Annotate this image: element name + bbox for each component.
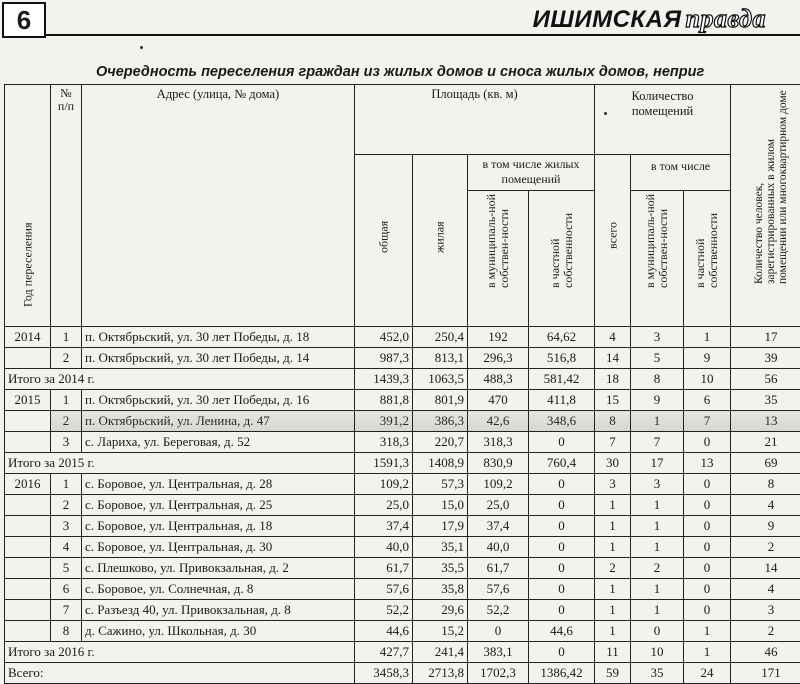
count-all-cell: 11 <box>595 642 631 663</box>
year-cell <box>5 558 51 579</box>
people-cell: 9 <box>731 516 800 537</box>
people-cell: 21 <box>731 432 800 453</box>
address-cell: с. Боровое, ул. Центральная, д. 28 <box>82 474 355 495</box>
count-all-cell: 30 <box>595 453 631 474</box>
people-cell: 2 <box>731 621 800 642</box>
area-living-cell: 15,2 <box>413 621 468 642</box>
area-living-cell: 220,7 <box>413 432 468 453</box>
people-cell: 4 <box>731 579 800 600</box>
table-row <box>5 579 800 600</box>
number-cell: 2 <box>51 495 82 516</box>
area-living-cell: 1408,9 <box>413 453 468 474</box>
col-area-total-header: общая <box>355 155 413 327</box>
area-municipal-cell: 42,6 <box>468 411 529 432</box>
count-private-cell: 0 <box>684 516 731 537</box>
address-cell: с. Боровое, ул. Центральная, д. 25 <box>82 495 355 516</box>
people-cell: 17 <box>731 327 800 348</box>
resettlement-table <box>4 84 800 684</box>
area-municipal-cell: 0 <box>468 621 529 642</box>
table-row <box>5 621 800 642</box>
area-living-cell: 35,8 <box>413 579 468 600</box>
number-cell: 6 <box>51 579 82 600</box>
people-cell: 35 <box>731 390 800 411</box>
area-total-cell: 37,4 <box>355 516 413 537</box>
header-rule <box>46 34 800 36</box>
count-municipal-cell: 17 <box>631 453 684 474</box>
address-cell: д. Сажино, ул. Школьная, д. 30 <box>82 621 355 642</box>
count-municipal-cell: 3 <box>631 327 684 348</box>
people-cell: 13 <box>731 411 800 432</box>
area-total-cell: 25,0 <box>355 495 413 516</box>
area-municipal-cell: 52,2 <box>468 600 529 621</box>
subtotal-label: Всего: <box>5 663 355 684</box>
area-municipal-cell: 383,1 <box>468 642 529 663</box>
col-area-private-header: в частной собственности <box>529 191 595 327</box>
area-municipal-cell: 57,6 <box>468 579 529 600</box>
area-total-cell: 40,0 <box>355 537 413 558</box>
count-private-cell: 0 <box>684 495 731 516</box>
area-private-cell: 0 <box>529 537 595 558</box>
area-private-cell: 64,62 <box>529 327 595 348</box>
people-cell: 4 <box>731 495 800 516</box>
year-cell <box>5 516 51 537</box>
area-living-cell: 801,9 <box>413 390 468 411</box>
col-area-municipal-header: в муниципаль-ной собствен-ности <box>468 191 529 327</box>
year-cell <box>5 600 51 621</box>
area-total-cell: 318,3 <box>355 432 413 453</box>
count-all-cell: 1 <box>595 495 631 516</box>
area-total-cell: 61,7 <box>355 558 413 579</box>
page-number: 6 <box>2 2 46 38</box>
count-municipal-cell: 3 <box>631 474 684 495</box>
year-cell <box>5 495 51 516</box>
count-private-cell: 1 <box>684 327 731 348</box>
people-cell: 46 <box>731 642 800 663</box>
people-cell: 39 <box>731 348 800 369</box>
area-municipal-cell: 1702,3 <box>468 663 529 684</box>
number-cell: 8 <box>51 621 82 642</box>
table-row <box>5 558 800 579</box>
count-municipal-cell: 2 <box>631 558 684 579</box>
subtotal-row <box>5 369 800 390</box>
col-count-all-header: всего <box>595 155 631 327</box>
address-cell: с. Боровое, ул. Центральная, д. 30 <box>82 537 355 558</box>
number-cell: 7 <box>51 600 82 621</box>
count-municipal-cell: 9 <box>631 390 684 411</box>
area-municipal-cell: 109,2 <box>468 474 529 495</box>
area-total-cell: 44,6 <box>355 621 413 642</box>
table-row <box>5 495 800 516</box>
count-all-cell: 4 <box>595 327 631 348</box>
area-private-cell: 0 <box>529 516 595 537</box>
number-cell: 2 <box>51 411 82 432</box>
newspaper-masthead <box>533 4 766 34</box>
area-living-cell: 1063,5 <box>413 369 468 390</box>
area-total-cell: 427,7 <box>355 642 413 663</box>
people-cell: 3 <box>731 600 800 621</box>
col-area-header: Площадь (кв. м) <box>355 85 595 155</box>
count-all-cell: 2 <box>595 558 631 579</box>
area-private-cell: 44,6 <box>529 621 595 642</box>
count-municipal-cell: 1 <box>631 579 684 600</box>
area-private-cell: 348,6 <box>529 411 595 432</box>
table-row <box>5 600 800 621</box>
count-municipal-cell: 10 <box>631 642 684 663</box>
year-cell: 2016 <box>5 474 51 495</box>
area-living-cell: 386,3 <box>413 411 468 432</box>
table-row <box>5 348 800 369</box>
address-cell: с. Плешково, ул. Привокзальная, д. 2 <box>82 558 355 579</box>
count-municipal-cell: 1 <box>631 516 684 537</box>
table-body <box>5 327 800 684</box>
subtotal-label: Итого за 2016 г. <box>5 642 355 663</box>
area-total-cell: 109,2 <box>355 474 413 495</box>
count-all-cell: 15 <box>595 390 631 411</box>
address-cell: п. Октябрьский, ул. 30 лет Победы, д. 18 <box>82 327 355 348</box>
count-all-cell: 1 <box>595 537 631 558</box>
people-cell: 69 <box>731 453 800 474</box>
people-cell: 56 <box>731 369 800 390</box>
table-row <box>5 537 800 558</box>
table-row <box>5 390 800 411</box>
count-municipal-cell: 0 <box>631 621 684 642</box>
people-cell: 2 <box>731 537 800 558</box>
count-all-cell: 3 <box>595 474 631 495</box>
year-cell <box>5 579 51 600</box>
area-living-cell: 35,1 <box>413 537 468 558</box>
people-cell: 171 <box>731 663 800 684</box>
table-heading: Очередность переселения граждан из жилых домов и сноса жилых домов, неприг <box>96 64 800 80</box>
area-total-cell: 3458,3 <box>355 663 413 684</box>
area-municipal-cell: 296,3 <box>468 348 529 369</box>
people-cell: 14 <box>731 558 800 579</box>
year-cell: 2014 <box>5 327 51 348</box>
table-row <box>5 516 800 537</box>
subtotal-label: Итого за 2014 г. <box>5 369 355 390</box>
print-speck <box>140 46 143 49</box>
area-living-cell: 17,9 <box>413 516 468 537</box>
area-private-cell: 0 <box>529 474 595 495</box>
area-municipal-cell: 192 <box>468 327 529 348</box>
col-address-header: Адрес (улица, № дома) <box>82 85 355 327</box>
area-private-cell: 516,8 <box>529 348 595 369</box>
count-all-cell: 1 <box>595 600 631 621</box>
count-private-cell: 13 <box>684 453 731 474</box>
area-private-cell: 411,8 <box>529 390 595 411</box>
number-cell: 5 <box>51 558 82 579</box>
count-private-cell: 1 <box>684 642 731 663</box>
area-municipal-cell: 61,7 <box>468 558 529 579</box>
area-living-cell: 2713,8 <box>413 663 468 684</box>
area-municipal-cell: 830,9 <box>468 453 529 474</box>
col-area-incl-header: в том числе жилых помещений <box>468 155 595 191</box>
area-private-cell: 0 <box>529 579 595 600</box>
number-cell: 4 <box>51 537 82 558</box>
area-living-cell: 813,1 <box>413 348 468 369</box>
address-cell: п. Октябрьский, ул. 30 лет Победы, д. 16 <box>82 390 355 411</box>
col-count-private-header: в частной собственности <box>684 191 731 327</box>
area-private-cell: 760,4 <box>529 453 595 474</box>
address-cell: с. Лариха, ул. Береговая, д. 52 <box>82 432 355 453</box>
col-count-incl-header: в том числе <box>631 155 731 191</box>
address-cell: с. Разъезд 40, ул. Привокзальная, д. 8 <box>82 600 355 621</box>
number-cell: 3 <box>51 432 82 453</box>
count-private-cell: 0 <box>684 558 731 579</box>
area-private-cell: 581,42 <box>529 369 595 390</box>
subtotal-row <box>5 663 800 684</box>
count-municipal-cell: 1 <box>631 411 684 432</box>
count-private-cell: 6 <box>684 390 731 411</box>
area-municipal-cell: 470 <box>468 390 529 411</box>
area-municipal-cell: 488,3 <box>468 369 529 390</box>
area-private-cell: 0 <box>529 495 595 516</box>
count-private-cell: 9 <box>684 348 731 369</box>
area-total-cell: 391,2 <box>355 411 413 432</box>
count-private-cell: 0 <box>684 474 731 495</box>
year-cell <box>5 621 51 642</box>
area-private-cell: 0 <box>529 600 595 621</box>
area-total-cell: 987,3 <box>355 348 413 369</box>
count-private-cell: 0 <box>684 600 731 621</box>
col-number-header: № п/п <box>51 85 82 327</box>
col-area-living-header: жилая <box>413 155 468 327</box>
area-total-cell: 57,6 <box>355 579 413 600</box>
subtotal-label: Итого за 2015 г. <box>5 453 355 474</box>
area-total-cell: 52,2 <box>355 600 413 621</box>
number-cell: 1 <box>51 474 82 495</box>
number-cell: 1 <box>51 327 82 348</box>
count-municipal-cell: 7 <box>631 432 684 453</box>
area-living-cell: 15,0 <box>413 495 468 516</box>
count-private-cell: 0 <box>684 537 731 558</box>
col-count-municipal-header: в муниципаль-ной собствен-ности <box>631 191 684 327</box>
count-all-cell: 8 <box>595 411 631 432</box>
table-row <box>5 327 800 348</box>
area-total-cell: 1591,3 <box>355 453 413 474</box>
year-cell <box>5 411 51 432</box>
count-all-cell: 14 <box>595 348 631 369</box>
address-cell: п. Октябрьский, ул. Ленина, д. 47 <box>82 411 355 432</box>
number-cell: 2 <box>51 348 82 369</box>
table-row <box>5 474 800 495</box>
area-private-cell: 0 <box>529 432 595 453</box>
masthead-word-2: правда <box>686 4 766 33</box>
area-private-cell: 1386,42 <box>529 663 595 684</box>
count-all-cell: 1 <box>595 516 631 537</box>
count-municipal-cell: 1 <box>631 537 684 558</box>
address-cell: с. Боровое, ул. Центральная, д. 18 <box>82 516 355 537</box>
area-municipal-cell: 25,0 <box>468 495 529 516</box>
subtotal-row <box>5 453 800 474</box>
year-cell <box>5 348 51 369</box>
area-total-cell: 1439,3 <box>355 369 413 390</box>
area-private-cell: 0 <box>529 558 595 579</box>
year-cell <box>5 537 51 558</box>
area-total-cell: 452,0 <box>355 327 413 348</box>
col-count-header: Количество помещений <box>595 85 731 155</box>
year-cell <box>5 432 51 453</box>
area-living-cell: 57,3 <box>413 474 468 495</box>
col-year-header: Год переселения <box>5 85 51 327</box>
subtotal-row <box>5 642 800 663</box>
address-cell: с. Боровое, ул. Солнечная, д. 8 <box>82 579 355 600</box>
address-cell: п. Октябрьский, ул. 30 лет Победы, д. 14 <box>82 348 355 369</box>
year-cell: 2015 <box>5 390 51 411</box>
area-living-cell: 29,6 <box>413 600 468 621</box>
count-municipal-cell: 1 <box>631 600 684 621</box>
page-header <box>0 0 800 40</box>
count-municipal-cell: 1 <box>631 495 684 516</box>
area-private-cell: 0 <box>529 642 595 663</box>
count-private-cell: 10 <box>684 369 731 390</box>
area-living-cell: 241,4 <box>413 642 468 663</box>
table-row <box>5 432 800 453</box>
count-all-cell: 18 <box>595 369 631 390</box>
table-row <box>5 411 800 432</box>
count-all-cell: 1 <box>595 621 631 642</box>
area-living-cell: 35,5 <box>413 558 468 579</box>
count-private-cell: 24 <box>684 663 731 684</box>
count-all-cell: 7 <box>595 432 631 453</box>
people-cell: 8 <box>731 474 800 495</box>
area-municipal-cell: 40,0 <box>468 537 529 558</box>
count-municipal-cell: 5 <box>631 348 684 369</box>
count-municipal-cell: 8 <box>631 369 684 390</box>
number-cell: 3 <box>51 516 82 537</box>
area-total-cell: 881,8 <box>355 390 413 411</box>
area-municipal-cell: 318,3 <box>468 432 529 453</box>
count-municipal-cell: 35 <box>631 663 684 684</box>
col-people-header: Количество человек, зарегистрированных в жилом помещении или многоквартирном доме <box>731 85 800 327</box>
masthead-word-1: ИШИМСКАЯ <box>533 6 682 33</box>
count-private-cell: 0 <box>684 432 731 453</box>
count-private-cell: 7 <box>684 411 731 432</box>
count-private-cell: 0 <box>684 579 731 600</box>
count-private-cell: 1 <box>684 621 731 642</box>
area-living-cell: 250,4 <box>413 327 468 348</box>
count-all-cell: 1 <box>595 579 631 600</box>
area-municipal-cell: 37,4 <box>468 516 529 537</box>
count-all-cell: 59 <box>595 663 631 684</box>
number-cell: 1 <box>51 390 82 411</box>
